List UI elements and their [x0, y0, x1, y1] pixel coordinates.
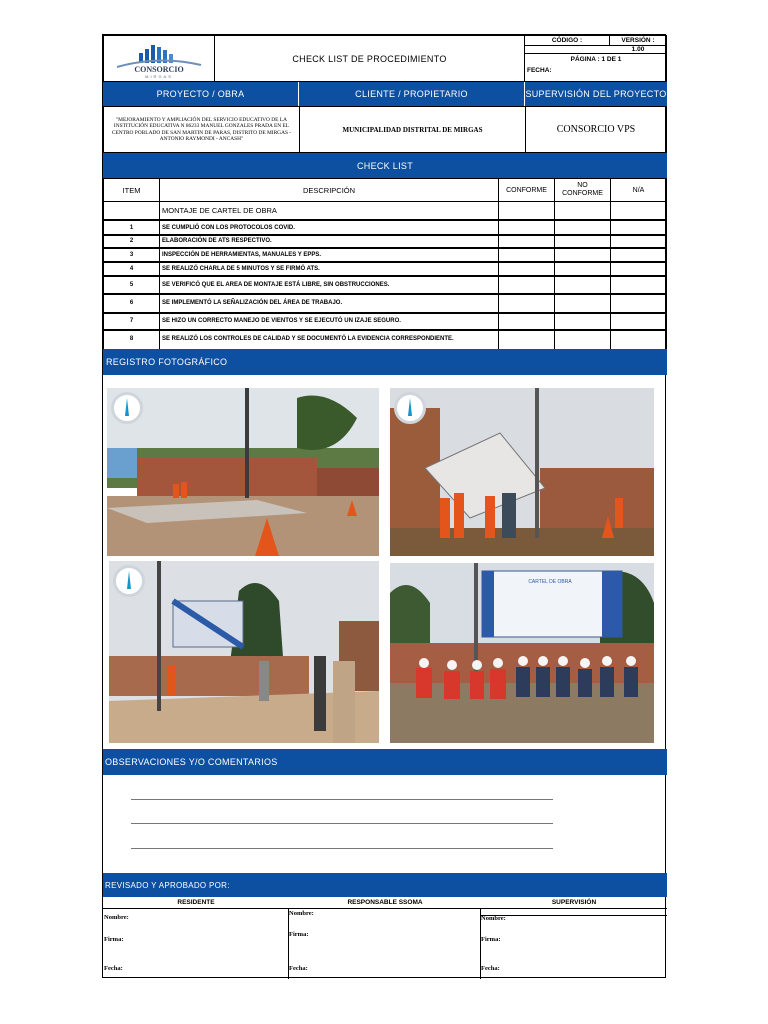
version-label: VERSIÓN :: [609, 36, 667, 46]
supervision-firma[interactable]: Firma:: [481, 936, 501, 943]
row-na-cell[interactable]: [610, 275, 667, 295]
photo-1-image: [107, 388, 379, 556]
photo-3-image: [109, 561, 379, 743]
row-description: SE CUMPLIÓ CON LOS PROTOCOLOS COVID.: [159, 220, 499, 236]
fecha-label: FECHA:: [527, 67, 552, 74]
row-na-cell[interactable]: [610, 293, 667, 314]
col-item: ITEM: [103, 178, 160, 202]
supervision-header: SUPERVISIÓN DEL PROYECTO: [525, 82, 667, 106]
row-no-conforme-cell[interactable]: [554, 275, 611, 295]
row-no-conforme-cell[interactable]: [554, 293, 611, 314]
compass-icon: [111, 392, 143, 424]
responsable-fecha[interactable]: Fecha:: [289, 965, 308, 972]
row-description: SE VERIFICÓ QUE EL AREA DE MONTAJE ESTÁ LIBRE, SIN OBSTRUCCIONES.: [159, 275, 499, 295]
row-description: SE HIZO UN CORRECTO MANEJO DE VIENTOS Y SE EJECUTÓ UN IZAJE SEGURO.: [159, 312, 499, 331]
consorcio-logo-icon: [111, 39, 207, 79]
section-item-cell: [103, 201, 160, 220]
svg-text:CARTEL DE OBRA: CARTEL DE OBRA: [528, 579, 572, 585]
section-conforme-cell[interactable]: [498, 201, 555, 220]
row-description: SE IMPLEMENTÓ LA SEÑALIZACIÓN DEL ÁREA DE TRABAJO.: [159, 293, 499, 314]
residente-firma[interactable]: Firma:: [104, 936, 124, 943]
photo-2-image: [390, 388, 654, 556]
svg-text:MIRGAS: MIRGAS: [145, 73, 173, 79]
row-description: INSPECCIÓN DE HERRAMIENTAS, MANUALES Y EPPS.: [159, 247, 499, 263]
row-na-cell[interactable]: [610, 329, 667, 350]
cliente-value: MUNICIPALIDAD DISTRITAL DE MIRGAS: [299, 106, 526, 153]
row-description: SE REALIZÓ LOS CONTROLES DE CALIDAD Y SE DOCUMENTÓ LA EVIDENCIA CORRESPONDIENTE.: [159, 329, 499, 350]
row-description: ELABORACIÓN DE ATS RESPECTIVO.: [159, 234, 499, 249]
observaciones-line-1[interactable]: [131, 799, 553, 800]
company-logo: [103, 35, 215, 82]
proyecto-value: "MEJORAMIENTO Y AMPLIACIÓN DEL SERVICIO EDUCATIVO DE LA INSTITUCIÓN EDUCATIVA N 86233 MANUEL GONZALES PRADA EN EL CENTRO POBLADO DE SAN MARTIN DE PARAS, DISTRITO DE MIRGAS - ANTONIO RAYMONDI - ANCASH": [103, 106, 300, 153]
col-conforme: CONFORME: [498, 178, 555, 202]
responsable-firma[interactable]: Firma:: [289, 931, 309, 938]
photo-1: [107, 388, 379, 556]
row-conforme-cell[interactable]: [498, 329, 555, 350]
row-item-number: 5: [103, 275, 160, 295]
registro-title: REGISTRO FOTOGRÁFICO: [103, 349, 667, 375]
row-item-number: 1: [103, 220, 160, 236]
compass-icon: [113, 565, 145, 597]
supervision-value: CONSORCIO VPS: [525, 106, 667, 153]
supervision-fecha[interactable]: Fecha:: [481, 965, 500, 972]
firmas-title: REVISADO Y APROBADO POR:: [103, 873, 667, 897]
supervision-row-line: [481, 915, 667, 916]
row-item-number: 6: [103, 293, 160, 314]
version-value: 1.00: [631, 45, 645, 53]
section-title: MONTAJE DE CARTEL DE OBRA: [159, 201, 499, 220]
row-no-conforme-cell[interactable]: [554, 329, 611, 350]
observaciones-title: OBSERVACIONES Y/O COMENTARIOS: [103, 749, 667, 775]
col-responsable: RESPONSABLE SSOMA: [289, 897, 481, 909]
codigo-label: CÓDIGO :: [525, 36, 610, 46]
observaciones-line-2[interactable]: [131, 823, 553, 824]
proyecto-header: PROYECTO / OBRA: [103, 82, 299, 106]
page-number: PÁGINA : 1 DE 1: [525, 53, 667, 65]
col-residente: RESIDENTE: [103, 897, 289, 909]
residente-fecha[interactable]: Fecha:: [104, 965, 123, 972]
row-conforme-cell[interactable]: [498, 275, 555, 295]
row-description: SE REALIZÓ CHARLA DE 5 MINUTOS Y SE FIRMÓ ATS.: [159, 261, 499, 277]
col-supervision: SUPERVISIÓN: [481, 897, 667, 909]
row-conforme-cell[interactable]: [498, 293, 555, 314]
photo-4-image: [390, 563, 654, 743]
row-item-number: 2: [103, 234, 160, 249]
observaciones-line-3[interactable]: [131, 848, 553, 849]
document-meta: [524, 35, 667, 82]
section-no-conforme-cell[interactable]: [554, 201, 611, 220]
compass-icon: [394, 392, 426, 424]
col-no-conforme: NO CONFORME: [554, 178, 611, 202]
photo-4: [390, 563, 654, 743]
row-item-number: 3: [103, 247, 160, 263]
row-item-number: 8: [103, 329, 160, 350]
residente-nombre[interactable]: Nombre:: [104, 914, 129, 921]
photo-3: [109, 561, 379, 743]
document-title: CHECK LIST DE PROCEDIMIENTO: [214, 35, 525, 82]
checklist-sheet: [102, 34, 666, 978]
photo-2: [390, 388, 654, 556]
col-descripcion: DESCRIPCIÓN: [159, 178, 499, 202]
col-na: N/A: [610, 178, 667, 202]
responsable-nombre[interactable]: Nombre:: [289, 910, 314, 917]
cliente-header: CLIENTE / PROPIETARIO: [299, 82, 525, 106]
row-item-number: 4: [103, 261, 160, 277]
supervision-nombre[interactable]: Nombre:: [481, 915, 506, 922]
svg-text:CONSORCIO: CONSORCIO: [134, 64, 184, 74]
checklist-title: CHECK LIST: [103, 153, 667, 178]
row-item-number: 7: [103, 312, 160, 331]
section-na-cell[interactable]: [610, 201, 667, 220]
